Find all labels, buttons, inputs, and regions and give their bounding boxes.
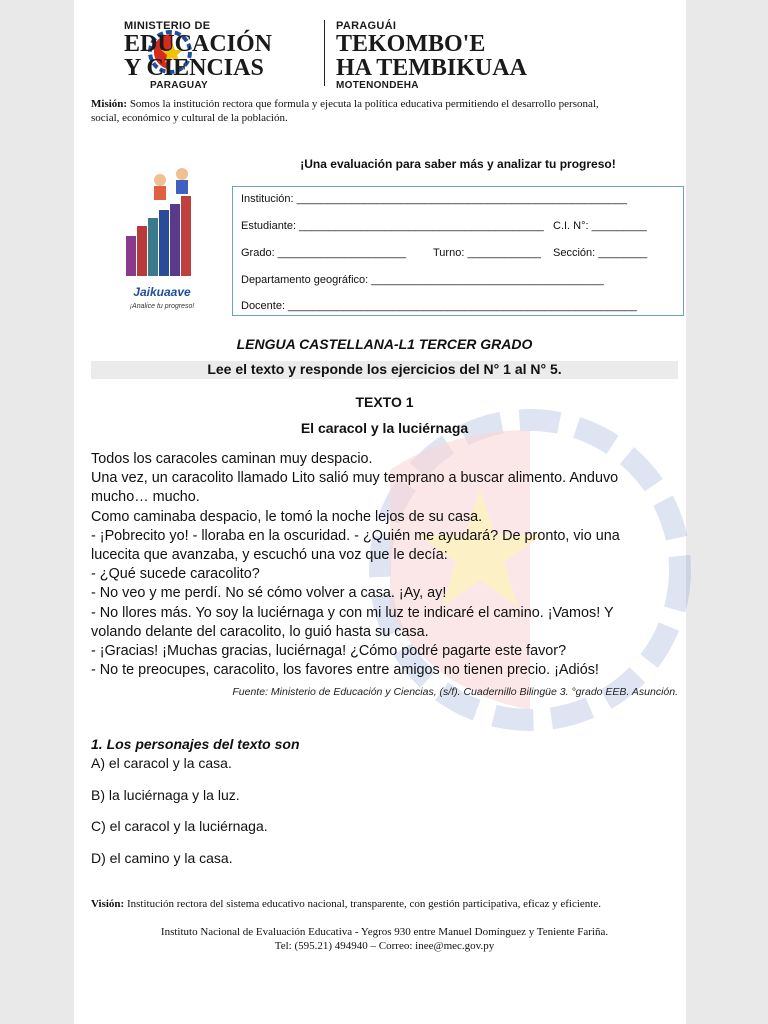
mission-statement	[91, 97, 681, 125]
ministry-label: MINISTERIO DE	[124, 20, 211, 32]
question-1-option-a[interactable]: A) el caracol y la casa.	[91, 755, 232, 771]
ministry-name-es	[124, 20, 272, 91]
footer-contact: Tel: (595.21) 494940 – Correo: inee@mec.gov.py	[274, 940, 495, 952]
mission-text-2: social, económico y cultural de la población.	[91, 112, 288, 124]
field-institucion[interactable]: Institución: ______________________________________________________	[241, 193, 627, 205]
header-divider	[324, 20, 325, 86]
question-1-option-d[interactable]: D) el camino y la casa.	[91, 850, 233, 866]
field-estudiante[interactable]: Estudiante: ________________________________________	[241, 220, 544, 232]
vision-label: Visión:	[91, 898, 125, 910]
story-text	[91, 450, 691, 680]
story-line: - ¡Pobrecito yo! - lloraba en la oscuridad. - ¿Quién me ayudará? De pronto, vio una	[91, 527, 620, 544]
field-ci[interactable]: C.I. N°: _________	[553, 220, 647, 232]
ministry-country-gn: MOTENONDEHA	[336, 80, 419, 91]
field-grado[interactable]: Grado: _____________________	[241, 247, 407, 259]
field-departamento[interactable]: Departamento geográfico: ______________________________________	[241, 274, 604, 286]
ministry-title-gn-line2: HA TEMBIKUAA	[336, 55, 527, 81]
mission-label: Misión:	[91, 98, 128, 110]
story-line: - No te preocupes, caracolito, los favores entre amigos no tienen precio. ¡Adiós!	[91, 662, 599, 679]
ministry-name-gn	[336, 20, 527, 91]
story-line: lucecita que avanzaba, y escuchó una voz que le decía:	[91, 547, 448, 564]
ministry-country: PARAGUAY	[150, 80, 208, 91]
source-citation: Fuente: Ministerio de Educación y Ciencias, (s/f). Cuadernillo Bilingüe 3. °grado EEB. Asunción.	[232, 686, 678, 698]
subject-title: LENGUA CASTELLANA-L1 TERCER GRADO	[236, 336, 533, 352]
ministry-label-gn: PARAGUÁI	[336, 20, 397, 32]
footer-address: Instituto Nacional de Evaluación Educativa - Yegros 930 entre Manuel Domínguez y Teniente Fariña.	[160, 926, 609, 938]
text-label: TEXTO 1	[355, 394, 414, 410]
logo-slogan: ¡Analice tu progreso!	[129, 303, 195, 310]
story-line: Una vez, un caracolito llamado Lito salió muy temprano a buscar alimento. Anduvo	[91, 470, 619, 487]
story-line: Como caminaba despacio, le tomó la noche lejos de su casa.	[91, 508, 483, 525]
story-line: - No veo y me perdí. No sé cómo volver a casa. ¡Ay, ay!	[91, 585, 447, 602]
student-info-box	[232, 186, 684, 316]
jaikuaave-logo-icon	[120, 166, 202, 282]
ministry-title-line1: EDUCACIÓN	[124, 31, 273, 57]
vision-text: Institución rectora del sistema educativo nacional, transparente, con gestión participativa, eficaz y eficiente.	[124, 898, 601, 910]
ministry-title-gn-line1: TEKOMBO'E	[336, 31, 486, 57]
question-1-option-c[interactable]: C) el caracol y la luciérnaga.	[91, 818, 268, 834]
question-1-prompt: 1. Los personajes del texto son	[91, 736, 300, 752]
question-1-option-b[interactable]: B) la luciérnaga y la luz.	[91, 787, 240, 803]
story-line: - ¡Gracias! ¡Muchas gracias, luciérnaga! ¿Cómo podré pagarte este favor?	[91, 643, 567, 660]
story-line: - No llores más. Yo soy la luciérnaga y con mi luz te indicaré el camino. ¡Vamos! Y	[91, 604, 614, 621]
ministry-title-line2: Y CIENCIAS	[124, 55, 264, 81]
story-line: volando delante del caracolito, lo guió hasta su casa.	[91, 623, 429, 640]
logo-name: Jaikuaave	[133, 285, 191, 299]
story-line: mucho… mucho.	[91, 489, 200, 506]
field-seccion[interactable]: Sección: ________	[553, 247, 648, 259]
mission-text-1: Somos la institución rectora que formula y ejecuta la política educativa permitiendo el desarrollo personal,	[127, 98, 599, 110]
field-docente[interactable]: Docente: _________________________________________________________	[241, 300, 637, 312]
story-line: Todos los caracoles caminan muy despacio.	[91, 451, 373, 467]
text-title: El caracol y la luciérnaga	[300, 420, 469, 436]
instruction-text: Lee el texto y responde los ejercicios del N° 1 al N° 5.	[207, 361, 562, 377]
story-line: - ¿Qué sucede caracolito?	[91, 566, 260, 583]
vision-statement	[91, 897, 691, 911]
tagline: ¡Una evaluación para saber más y analizar tu progreso!	[300, 157, 616, 171]
field-turno[interactable]: Turno: ____________	[433, 247, 541, 259]
